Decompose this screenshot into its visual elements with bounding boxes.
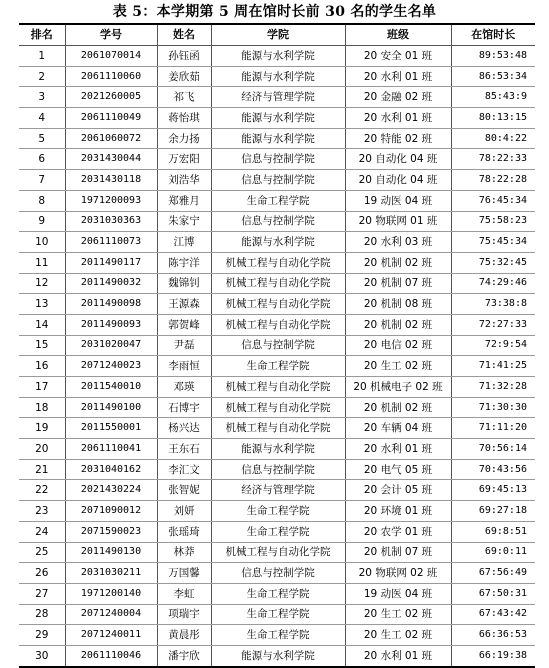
cell-class: 20 水利 01 班 xyxy=(345,439,451,460)
cell-rank: 21 xyxy=(19,459,65,480)
header-name: 姓名 xyxy=(157,24,211,46)
cell-college: 生命工程学院 xyxy=(211,190,345,211)
cell-duration: 69:0:11 xyxy=(451,542,535,563)
cell-class: 20 水利 01 班 xyxy=(345,645,451,666)
cell-name: 万宏阳 xyxy=(157,149,211,170)
table-row xyxy=(19,335,535,356)
cell-college: 信息与控制学院 xyxy=(211,211,345,232)
table-row xyxy=(19,625,535,646)
cell-student-id: 2071090012 xyxy=(65,501,157,522)
table-body xyxy=(19,46,535,667)
cell-rank: 23 xyxy=(19,501,65,522)
cell-student-id: 2011490032 xyxy=(65,273,157,294)
cell-rank: 26 xyxy=(19,563,65,584)
table-row xyxy=(19,542,535,563)
cell-student-id: 2011490100 xyxy=(65,397,157,418)
cell-college: 生命工程学院 xyxy=(211,501,345,522)
cell-class: 20 农学 01 班 xyxy=(345,521,451,542)
cell-college: 经济与管理学院 xyxy=(211,87,345,108)
cell-duration: 89:53:48 xyxy=(451,46,535,67)
table-header xyxy=(19,24,535,46)
cell-name: 杨兴达 xyxy=(157,418,211,439)
cell-student-id: 1971200140 xyxy=(65,583,157,604)
cell-duration: 71:32:28 xyxy=(451,377,535,398)
cell-name: 魏锦钊 xyxy=(157,273,211,294)
cell-class: 20 水利 03 班 xyxy=(345,232,451,253)
cell-rank: 13 xyxy=(19,294,65,315)
cell-duration: 66:19:38 xyxy=(451,645,535,666)
cell-college: 信息与控制学院 xyxy=(211,335,345,356)
cell-name: 潘宇欣 xyxy=(157,645,211,666)
cell-name: 江博 xyxy=(157,232,211,253)
cell-rank: 16 xyxy=(19,356,65,377)
cell-duration: 76:45:34 xyxy=(451,190,535,211)
cell-college: 机械工程与自动化学院 xyxy=(211,294,345,315)
cell-college: 信息与控制学院 xyxy=(211,149,345,170)
cell-rank: 1 xyxy=(19,46,65,67)
cell-duration: 70:43:56 xyxy=(451,459,535,480)
cell-class: 20 生工 02 班 xyxy=(345,604,451,625)
cell-rank: 9 xyxy=(19,211,65,232)
cell-rank: 4 xyxy=(19,108,65,129)
cell-name: 蒋怡琪 xyxy=(157,108,211,129)
cell-student-id: 2011550001 xyxy=(65,418,157,439)
cell-college: 机械工程与自动化学院 xyxy=(211,252,345,273)
table-row xyxy=(19,501,535,522)
table-row xyxy=(19,418,535,439)
cell-rank: 18 xyxy=(19,397,65,418)
cell-rank: 10 xyxy=(19,232,65,253)
cell-name: 刘浩华 xyxy=(157,170,211,191)
cell-duration: 80:4:22 xyxy=(451,128,535,149)
cell-duration: 80:13:15 xyxy=(451,108,535,129)
cell-name: 石博宇 xyxy=(157,397,211,418)
cell-rank: 17 xyxy=(19,377,65,398)
cell-college: 能源与水利学院 xyxy=(211,46,345,67)
cell-rank: 24 xyxy=(19,521,65,542)
cell-duration: 85:43:9 xyxy=(451,87,535,108)
cell-duration: 72:9:54 xyxy=(451,335,535,356)
table-row xyxy=(19,87,535,108)
cell-name: 朱家宁 xyxy=(157,211,211,232)
table-row xyxy=(19,108,535,129)
cell-college: 能源与水利学院 xyxy=(211,66,345,87)
table-row xyxy=(19,439,535,460)
table-row xyxy=(19,149,535,170)
cell-student-id: 2061110073 xyxy=(65,232,157,253)
cell-class: 20 生工 02 班 xyxy=(345,625,451,646)
cell-rank: 11 xyxy=(19,252,65,273)
cell-class: 19 动医 04 班 xyxy=(345,190,451,211)
cell-student-id: 2021260005 xyxy=(65,87,157,108)
cell-name: 李汇文 xyxy=(157,459,211,480)
cell-name: 张智妮 xyxy=(157,480,211,501)
cell-class: 20 金融 02 班 xyxy=(345,87,451,108)
cell-name: 王源森 xyxy=(157,294,211,315)
cell-name: 孙钰函 xyxy=(157,46,211,67)
cell-name: 刘妍 xyxy=(157,501,211,522)
cell-student-id: 2011540010 xyxy=(65,377,157,398)
header-student-id: 学号 xyxy=(65,24,157,46)
cell-name: 张瑶琦 xyxy=(157,521,211,542)
cell-duration: 75:45:34 xyxy=(451,232,535,253)
table-row xyxy=(19,314,535,335)
cell-student-id: 2061110046 xyxy=(65,645,157,666)
cell-duration: 67:50:31 xyxy=(451,583,535,604)
cell-class: 20 机制 02 班 xyxy=(345,252,451,273)
cell-class: 20 机制 02 班 xyxy=(345,314,451,335)
cell-duration: 74:29:46 xyxy=(451,273,535,294)
table-row xyxy=(19,480,535,501)
cell-class: 20 电气 05 班 xyxy=(345,459,451,480)
table-row xyxy=(19,645,535,666)
cell-student-id: 2061070014 xyxy=(65,46,157,67)
cell-duration: 69:8:51 xyxy=(451,521,535,542)
header-row xyxy=(19,24,535,46)
cell-rank: 3 xyxy=(19,87,65,108)
cell-duration: 71:11:20 xyxy=(451,418,535,439)
table-row xyxy=(19,128,535,149)
cell-class: 20 特能 02 班 xyxy=(345,128,451,149)
cell-college: 机械工程与自动化学院 xyxy=(211,377,345,398)
cell-class: 20 自动化 04 班 xyxy=(345,170,451,191)
cell-student-id: 2061110049 xyxy=(65,108,157,129)
cell-college: 能源与水利学院 xyxy=(211,439,345,460)
cell-class: 20 会计 05 班 xyxy=(345,480,451,501)
cell-college: 生命工程学院 xyxy=(211,521,345,542)
cell-duration: 70:56:14 xyxy=(451,439,535,460)
cell-rank: 20 xyxy=(19,439,65,460)
cell-class: 20 安全 01 班 xyxy=(345,46,451,67)
table-row xyxy=(19,459,535,480)
cell-name: 万国馨 xyxy=(157,563,211,584)
table-row xyxy=(19,604,535,625)
cell-class: 20 机制 08 班 xyxy=(345,294,451,315)
cell-rank: 2 xyxy=(19,66,65,87)
cell-college: 生命工程学院 xyxy=(211,625,345,646)
cell-college: 机械工程与自动化学院 xyxy=(211,418,345,439)
cell-student-id: 2031030363 xyxy=(65,211,157,232)
cell-rank: 15 xyxy=(19,335,65,356)
cell-college: 机械工程与自动化学院 xyxy=(211,397,345,418)
cell-college: 生命工程学院 xyxy=(211,583,345,604)
cell-duration: 75:32:45 xyxy=(451,252,535,273)
cell-rank: 29 xyxy=(19,625,65,646)
cell-student-id: 2071590023 xyxy=(65,521,157,542)
cell-college: 信息与控制学院 xyxy=(211,563,345,584)
cell-college: 能源与水利学院 xyxy=(211,128,345,149)
cell-duration: 71:41:25 xyxy=(451,356,535,377)
cell-duration: 66:36:53 xyxy=(451,625,535,646)
cell-class: 20 生工 02 班 xyxy=(345,356,451,377)
cell-duration: 69:27:18 xyxy=(451,501,535,522)
cell-class: 20 物联网 01 班 xyxy=(345,211,451,232)
cell-college: 经济与管理学院 xyxy=(211,480,345,501)
header-duration: 在馆时长 xyxy=(451,24,535,46)
cell-college: 机械工程与自动化学院 xyxy=(211,314,345,335)
cell-name: 祁飞 xyxy=(157,87,211,108)
table-row xyxy=(19,273,535,294)
cell-class: 20 水利 01 班 xyxy=(345,108,451,129)
cell-student-id: 2061060072 xyxy=(65,128,157,149)
cell-class: 20 环境 01 班 xyxy=(345,501,451,522)
cell-student-id: 2011490117 xyxy=(65,252,157,273)
cell-rank: 22 xyxy=(19,480,65,501)
table-row xyxy=(19,211,535,232)
cell-college: 机械工程与自动化学院 xyxy=(211,273,345,294)
cell-duration: 72:27:33 xyxy=(451,314,535,335)
cell-name: 陈宇洋 xyxy=(157,252,211,273)
cell-student-id: 2031430118 xyxy=(65,170,157,191)
cell-duration: 73:38:8 xyxy=(451,294,535,315)
cell-college: 能源与水利学院 xyxy=(211,232,345,253)
header-rank: 排名 xyxy=(19,24,65,46)
cell-student-id: 1971200093 xyxy=(65,190,157,211)
cell-duration: 78:22:28 xyxy=(451,170,535,191)
table-row xyxy=(19,46,535,67)
cell-duration: 67:43:42 xyxy=(451,604,535,625)
cell-college: 生命工程学院 xyxy=(211,604,345,625)
cell-student-id: 2061110041 xyxy=(65,439,157,460)
cell-student-id: 2031040162 xyxy=(65,459,157,480)
cell-student-id: 2021430224 xyxy=(65,480,157,501)
cell-duration: 78:22:33 xyxy=(451,149,535,170)
cell-student-id: 2071240004 xyxy=(65,604,157,625)
cell-class: 20 机制 02 班 xyxy=(345,397,451,418)
cell-student-id: 2031430044 xyxy=(65,149,157,170)
cell-rank: 12 xyxy=(19,273,65,294)
cell-rank: 6 xyxy=(19,149,65,170)
table-row xyxy=(19,170,535,191)
cell-college: 信息与控制学院 xyxy=(211,170,345,191)
cell-duration: 69:45:13 xyxy=(451,480,535,501)
cell-duration: 75:58:23 xyxy=(451,211,535,232)
table-row xyxy=(19,397,535,418)
cell-student-id: 2031020047 xyxy=(65,335,157,356)
cell-class: 20 水利 01 班 xyxy=(345,66,451,87)
cell-student-id: 2011490098 xyxy=(65,294,157,315)
cell-duration: 71:30:30 xyxy=(451,397,535,418)
cell-rank: 27 xyxy=(19,583,65,604)
cell-name: 李雨恒 xyxy=(157,356,211,377)
cell-duration: 67:56:49 xyxy=(451,563,535,584)
cell-name: 林莽 xyxy=(157,542,211,563)
table-row xyxy=(19,356,535,377)
cell-name: 邓瑛 xyxy=(157,377,211,398)
cell-name: 余力扬 xyxy=(157,128,211,149)
table-row xyxy=(19,377,535,398)
cell-college: 生命工程学院 xyxy=(211,356,345,377)
cell-name: 尹磊 xyxy=(157,335,211,356)
cell-student-id: 2071240023 xyxy=(65,356,157,377)
cell-class: 19 动医 04 班 xyxy=(345,583,451,604)
cell-student-id: 2031030211 xyxy=(65,563,157,584)
cell-duration: 86:53:34 xyxy=(451,66,535,87)
table-row xyxy=(19,563,535,584)
cell-college: 机械工程与自动化学院 xyxy=(211,542,345,563)
cell-name: 项瑞宇 xyxy=(157,604,211,625)
cell-name: 郭贺峰 xyxy=(157,314,211,335)
cell-student-id: 2071240011 xyxy=(65,625,157,646)
cell-class: 20 机械电子 02 班 xyxy=(345,377,451,398)
cell-rank: 30 xyxy=(19,645,65,666)
cell-name: 姜欣茹 xyxy=(157,66,211,87)
table-row xyxy=(19,294,535,315)
cell-college: 能源与水利学院 xyxy=(211,645,345,666)
cell-name: 黄晨彤 xyxy=(157,625,211,646)
cell-student-id: 2061110060 xyxy=(65,66,157,87)
cell-class: 20 机制 07 班 xyxy=(345,273,451,294)
cell-class: 20 电信 02 班 xyxy=(345,335,451,356)
header-college: 学院 xyxy=(211,24,345,46)
cell-rank: 19 xyxy=(19,418,65,439)
header-class: 班级 xyxy=(345,24,451,46)
cell-class: 20 机制 07 班 xyxy=(345,542,451,563)
table-row xyxy=(19,521,535,542)
cell-class: 20 物联网 02 班 xyxy=(345,563,451,584)
table-row xyxy=(19,232,535,253)
table-caption: 表 5：本学期第 5 周在馆时长前 30 名的学生名单 xyxy=(112,4,437,20)
table-row xyxy=(19,252,535,273)
cell-name: 王东石 xyxy=(157,439,211,460)
cell-rank: 28 xyxy=(19,604,65,625)
cell-class: 20 车辆 04 班 xyxy=(345,418,451,439)
cell-rank: 7 xyxy=(19,170,65,191)
cell-rank: 8 xyxy=(19,190,65,211)
cell-student-id: 2011490093 xyxy=(65,314,157,335)
cell-rank: 25 xyxy=(19,542,65,563)
table-row xyxy=(19,190,535,211)
cell-student-id: 2011490130 xyxy=(65,542,157,563)
cell-name: 郑雅月 xyxy=(157,190,211,211)
ranking-table xyxy=(19,23,535,668)
cell-rank: 14 xyxy=(19,314,65,335)
cell-college: 能源与水利学院 xyxy=(211,108,345,129)
cell-college: 信息与控制学院 xyxy=(211,459,345,480)
cell-name: 李虹 xyxy=(157,583,211,604)
table-row xyxy=(19,66,535,87)
table-row xyxy=(19,583,535,604)
cell-rank: 5 xyxy=(19,128,65,149)
cell-class: 20 自动化 04 班 xyxy=(345,149,451,170)
